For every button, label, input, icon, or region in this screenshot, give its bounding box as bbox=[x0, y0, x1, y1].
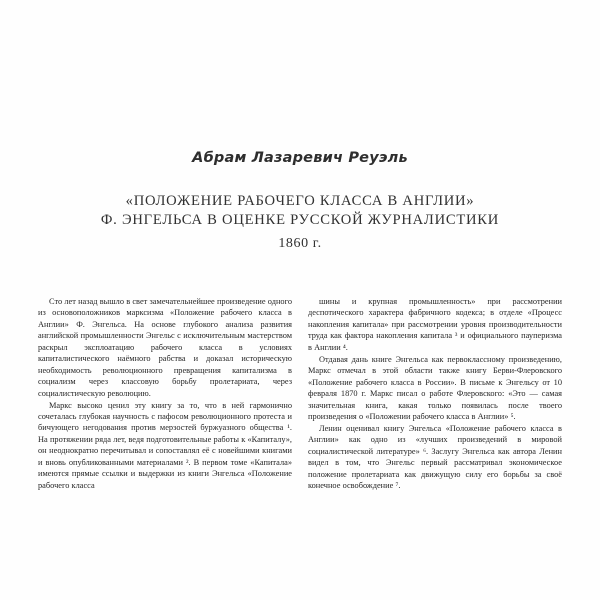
article-masthead bbox=[38, 150, 562, 252]
article-title-line-2: Ф. ЭНГЕЛЬСА В ОЦЕНКЕ РУССКОЙ ЖУРНАЛИСТИКИ bbox=[100, 211, 500, 228]
paragraph: Ленин оценивал книгу Энгельса «Положение рабочего класса в Англии» как одно из «лучших произведений в мировой социалистической литературе» ⁶. Заслугу Энгельса как автора Ленин видел в том, что Энгельс первый рассматривал экономическое положение пролетариата как движущую силу его борьбы за своё конечное освобождение ⁷. bbox=[308, 423, 562, 491]
left-text-column bbox=[38, 296, 292, 492]
two-column-layout bbox=[38, 296, 562, 492]
paragraph: Отдавая дань книге Энгельса как первоклассному произведению, Маркс отмечал в этой области также книгу Берви-Флеровского «Положение рабочего класса в России». В письме к Энгельсу от 10 февраля 1870 г. Маркс писал о работе Флеровского: «Это — самая значительная книга, какая только появилась после твоего произведения о «Положении рабочего класса в Англии» ⁵. bbox=[308, 354, 562, 422]
article-body bbox=[38, 296, 562, 600]
paragraph: шины и крупная промышленность» при рассмотрении деспотического характера фабричного кодекса; в отделе «Процесс накопления капитала» при рассмотрении уровня производительности труда как фактора накопления капитала ³ и официального пауперизма в Англии ⁴. bbox=[308, 297, 562, 352]
paragraph: Маркс высоко ценил эту книгу за то, что в ней гармонично сочеталась глубокая научность с пафосом революционного протеста и бичующего негодования против мерзостей буржуазного общества ¹. На протяжении ряда лет, ведя подготовительные работы к «Капиталу», он неоднократно перечитывал и сопоставлял её с новейшими книгами и вновь опубликованными материалами ². В первом томе «Капитала» имеются прямые ссылки и выдержки из книги Энгельса «Положение рабочего класса bbox=[38, 400, 292, 490]
article-year: 1860 г. bbox=[278, 236, 322, 251]
right-text-column bbox=[308, 296, 562, 492]
paragraph: Сто лет назад вышло в свет замечательнейшее произведение одного из основоположников марксизма «Положение рабочего класса в Англии» Ф. Энгельса. На основе глубокого анализа развития английской промышленности Энгельс с исключительным мастерством раскрыл эксплоатацию рабочего класса в условиях капиталистического наёмного рабства и доказал историческую необходимость революционного превращения капитализма в социализм через классовую борьбу пролетариата, через социалистическую революцию. bbox=[38, 297, 292, 398]
author-name: Абрам Лазаревич Реуэль bbox=[192, 150, 408, 166]
article-title bbox=[38, 192, 562, 252]
article-title-line-1: «ПОЛОЖЕНИЕ РАБОЧЕГО КЛАССА В АНГЛИИ» bbox=[125, 193, 475, 209]
